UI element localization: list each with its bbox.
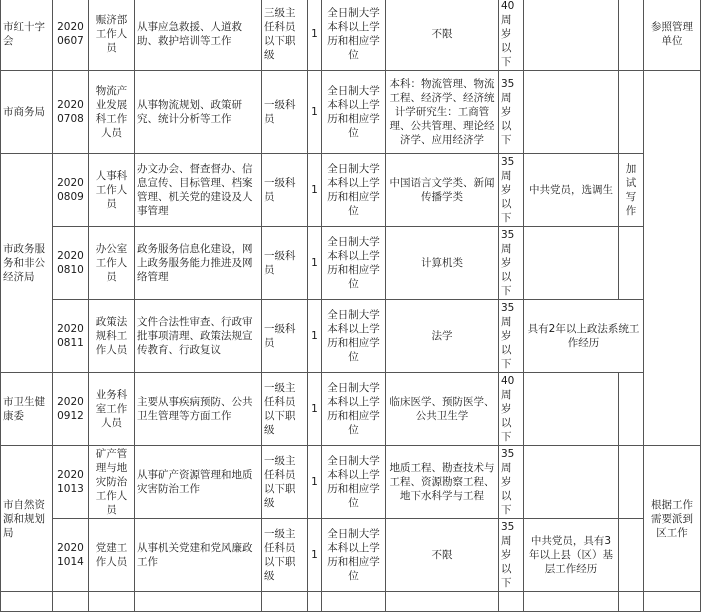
level-cell: 一级主任科员以下职级 xyxy=(262,446,308,519)
major-cell: 地质工程、勘查技术与工程、资源勘察工程、地下水科学与工程 xyxy=(386,446,499,519)
position-cell: 矿产管理与地灾防治工作人员 xyxy=(89,446,135,519)
code-cell: 20200810 xyxy=(53,227,89,300)
position-cell: 人事科工作人员 xyxy=(89,154,135,227)
table-row xyxy=(1,446,701,519)
note-cell: 根据工作需要派到区工作 xyxy=(644,446,701,592)
level-cell: 一级科员 xyxy=(262,227,308,300)
age-cell: 35周岁以下 xyxy=(499,300,524,373)
duty-cell: 从事机关党建和党风廉政工作 xyxy=(135,519,262,592)
count-cell: 1 xyxy=(308,0,322,71)
duty-cell: 政务服务信息化建设，网上政务服务能力推进及网络管理 xyxy=(135,227,262,300)
other-cell: 具有2年以上政法系统工作经历 xyxy=(524,300,644,373)
exam-cell xyxy=(619,227,644,300)
major-cell: 中国语言文学类、新闻传播学类 xyxy=(386,154,499,227)
code-cell: 20200912 xyxy=(53,373,89,446)
position-cell: 党建工作人员 xyxy=(89,519,135,592)
edu-cell: 全日制大学本科以上学历和相应学位 xyxy=(322,0,386,71)
exam-cell: 加试写作 xyxy=(619,154,644,227)
duty-cell: 从事物流规划、政策研究、统计分析等工作 xyxy=(135,71,262,154)
major-cell: 法学 xyxy=(386,300,499,373)
exam-cell xyxy=(619,373,644,446)
count-cell: 1 xyxy=(308,519,322,592)
dept-cell: 市卫生健康委 xyxy=(1,373,53,446)
dept-cell: 市红十字会 xyxy=(1,0,53,71)
table-row xyxy=(1,300,701,373)
age-cell: 35周岁以下 xyxy=(499,154,524,227)
exam-cell xyxy=(619,446,644,519)
code-cell: 20200708 xyxy=(53,71,89,154)
major-cell: 不限 xyxy=(386,519,499,592)
major-cell: 本科：物流管理、物流工程、经济学、经济统计学研究生：工商管理、公共管理、理论经济学、应用经济学 xyxy=(386,71,499,154)
code-cell: 20200811 xyxy=(53,300,89,373)
other-cell xyxy=(524,0,619,71)
count-cell: 1 xyxy=(308,227,322,300)
other-cell xyxy=(524,227,619,300)
duty-cell: 从事应急救援、人道救助、救护培训等工作 xyxy=(135,0,262,71)
level-cell: 一级主任科员以下职级 xyxy=(262,519,308,592)
dept-cell: 市政务服务和非公经济局 xyxy=(1,154,53,373)
table-row xyxy=(1,0,701,71)
duty-cell: 主要从事疾病预防、公共卫生管理等方面工作 xyxy=(135,373,262,446)
edu-cell: 全日制大学本科以上学历和相应学位 xyxy=(322,227,386,300)
position-cell: 物流产业发展科工作人员 xyxy=(89,71,135,154)
major-cell: 不限 xyxy=(386,0,499,71)
edu-cell: 全日制大学本科以上学历和相应学位 xyxy=(322,519,386,592)
code-cell: 20200607 xyxy=(53,0,89,71)
count-cell: 1 xyxy=(308,154,322,227)
position-cell: 业务科室工作人员 xyxy=(89,373,135,446)
major-cell: 临床医学、预防医学、公共卫生学 xyxy=(386,373,499,446)
note-cell xyxy=(644,71,701,446)
age-cell: 40周岁以下 xyxy=(499,0,524,71)
position-cell: 办公室工作人员 xyxy=(89,227,135,300)
level-cell: 一级科员 xyxy=(262,71,308,154)
edu-cell: 全日制大学本科以上学历和相应学位 xyxy=(322,446,386,519)
duty-cell: 从事矿产资源管理和地质灾害防治工作 xyxy=(135,446,262,519)
count-cell: 1 xyxy=(308,71,322,154)
age-cell: 35周岁以下 xyxy=(499,71,524,154)
edu-cell: 全日制大学本科以上学历和相应学位 xyxy=(322,300,386,373)
edu-cell: 全日制大学本科以上学历和相应学位 xyxy=(322,71,386,154)
table-row xyxy=(1,71,701,154)
level-cell: 一级科员 xyxy=(262,154,308,227)
code-cell: 20201013 xyxy=(53,446,89,519)
position-cell: 赈济部工作人员 xyxy=(89,0,135,71)
count-cell: 1 xyxy=(308,373,322,446)
level-cell: 一级科员 xyxy=(262,300,308,373)
level-cell: 一级主任科员以下职级 xyxy=(262,373,308,446)
other-cell xyxy=(524,71,619,154)
exam-cell xyxy=(619,71,644,154)
table-row xyxy=(1,373,701,446)
table-row xyxy=(1,592,701,612)
note-cell: 参照管理单位 xyxy=(644,0,701,71)
dept-cell: 市商务局 xyxy=(1,71,53,154)
edu-cell: 全日制大学本科以上学历和相应学位 xyxy=(322,154,386,227)
edu-cell: 全日制大学本科以上学历和相应学位 xyxy=(322,373,386,446)
age-cell: 40周岁以下 xyxy=(499,373,524,446)
other-cell: 中共党员，选调生 xyxy=(524,154,619,227)
table-row xyxy=(1,519,701,592)
table-row xyxy=(1,227,701,300)
dept-cell: 市自然资源和规划局 xyxy=(1,446,53,592)
exam-cell xyxy=(619,519,644,592)
table-row xyxy=(1,154,701,227)
duty-cell: 办文办会、督查督办、信息宣传、目标管理、档案管理、机关党的建设及人事管理 xyxy=(135,154,262,227)
other-cell xyxy=(524,373,619,446)
count-cell: 1 xyxy=(308,300,322,373)
other-cell xyxy=(524,446,619,519)
age-cell: 35周岁以下 xyxy=(499,446,524,519)
code-cell: 20200809 xyxy=(53,154,89,227)
count-cell: 1 xyxy=(308,446,322,519)
position-cell: 政策法规科工作人员 xyxy=(89,300,135,373)
level-cell: 三级主任科员以下职级 xyxy=(262,0,308,71)
age-cell: 35周岁以下 xyxy=(499,227,524,300)
exam-cell xyxy=(619,0,644,71)
major-cell: 计算机类 xyxy=(386,227,499,300)
duty-cell: 文件合法性审查、行政审批事项清理、政策法规宣传教育、行政复议 xyxy=(135,300,262,373)
code-cell: 20201014 xyxy=(53,519,89,592)
age-cell: 35周岁以下 xyxy=(499,519,524,592)
other-cell: 中共党员，具有3年以上县（区）基层工作经历 xyxy=(524,519,619,592)
